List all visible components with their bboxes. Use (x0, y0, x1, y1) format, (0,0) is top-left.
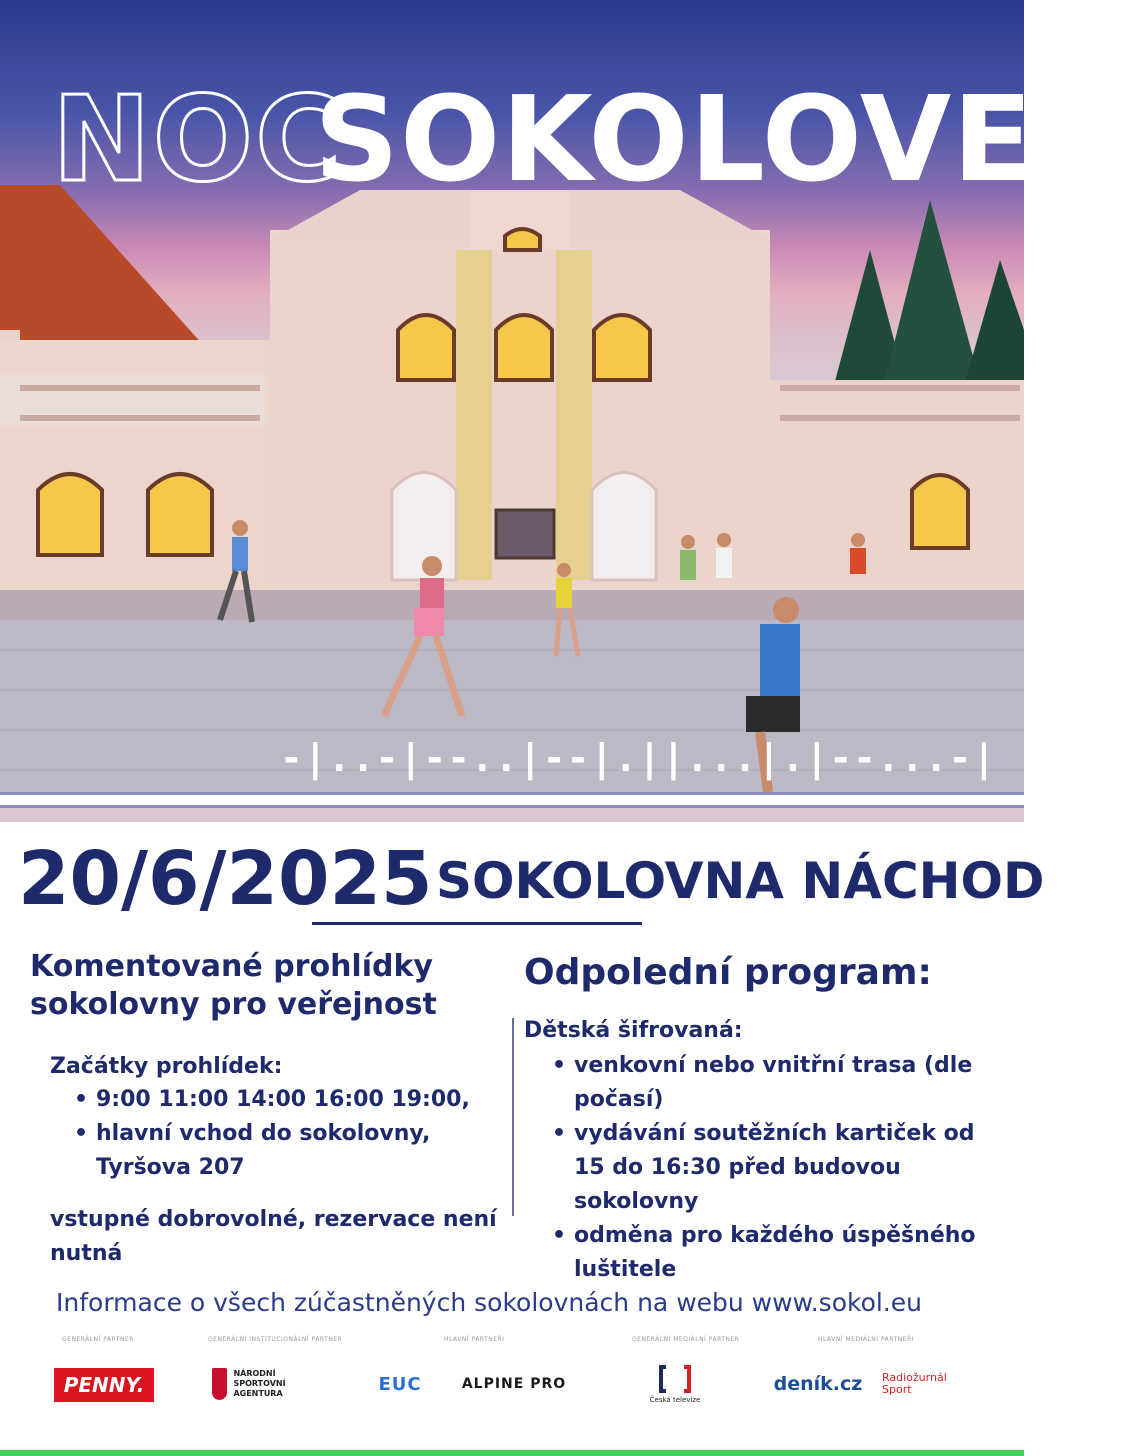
tours-list (74, 1083, 494, 1185)
list-item: • venkovní nebo vnitřní trasa (dle počasí) (552, 1049, 982, 1117)
ct-text: Česká televize (649, 1396, 701, 1404)
tours-note: vstupné dobrovolné, rezervace není nutná (50, 1207, 497, 1266)
partner-label: GENERÁLNÍ MEDIÁLNÍ PARTNER (632, 1336, 740, 1343)
alpine-pro-logo (444, 1362, 584, 1406)
afternoon-section (524, 950, 1004, 1287)
bottom-accent-line (0, 1450, 1024, 1456)
date-underline (312, 922, 642, 925)
tours-heading-line2: sokolovny pro veřejnost (30, 987, 437, 1022)
event-venue: SOKOLOVNA NÁCHOD (436, 852, 1045, 910)
tours-heading-line1: Komentované prohlídky (30, 949, 433, 984)
list-item: • odměna pro každého úspěšného luštitele (552, 1219, 982, 1287)
partners-bar (40, 1332, 1000, 1432)
cipher-code: -|..-|--..|--|.||...|.|--...-| (280, 736, 997, 780)
partner-label: HLAVNÍ MEDIÁLNÍ PARTNEŘI (818, 1336, 914, 1343)
nsa-logo (212, 1362, 322, 1406)
title-noc: NOC (52, 70, 344, 208)
partner-label: HLAVNÍ PARTNEŘI (444, 1336, 505, 1343)
tours-starts-label: Začátky prohlídek: (50, 1054, 283, 1079)
column-divider (512, 1018, 514, 1216)
alpine-text: ALPINE PRO (461, 1376, 567, 1392)
radio-text: Radiožurnál Sport (882, 1371, 947, 1396)
info-line: Informace o všech zúčastněných sokolovnách na webu www.sokol.eu (56, 1288, 922, 1317)
event-date: 20/6/2025 (18, 836, 433, 922)
list-item: • vydávání soutěžních kartiček od 15 do 16:30 před budovou sokolovny (552, 1117, 982, 1219)
nsa-text: NÁRODNÍ SPORTOVNÍ AGENTURA (233, 1369, 286, 1398)
poster-title (52, 70, 1134, 208)
radiozurnal-logo (882, 1362, 978, 1406)
afternoon-heading: Odpolední program: (524, 952, 932, 993)
afternoon-list (552, 1049, 982, 1287)
ct-icon (658, 1364, 692, 1394)
ceska-televize-logo (638, 1362, 712, 1406)
lion-emblem-icon (212, 1368, 227, 1400)
afternoon-sub: Dětská šifrovaná: (524, 1018, 743, 1043)
list-item: • 9:00 11:00 14:00 16:00 19:00, (74, 1083, 494, 1117)
partner-label: GENERÁLNÍ INSTITUCIONÁLNÍ PARTNER (208, 1336, 343, 1343)
partner-label: GENERÁLNÍ PARTNER (62, 1336, 134, 1343)
title-sokoloven: SOKOLOVEN (314, 70, 1134, 208)
euc-logo (376, 1362, 424, 1406)
euc-text: EUC (378, 1373, 422, 1395)
list-item: • hlavní vchod do sokolovny, Tyršova 207 (74, 1117, 494, 1185)
divider-stripe (0, 792, 1024, 808)
denik-text: deník.cz (773, 1373, 863, 1395)
tours-section (30, 948, 510, 1271)
penny-logo: PENNY. (54, 1368, 154, 1402)
denik-logo (770, 1362, 866, 1406)
